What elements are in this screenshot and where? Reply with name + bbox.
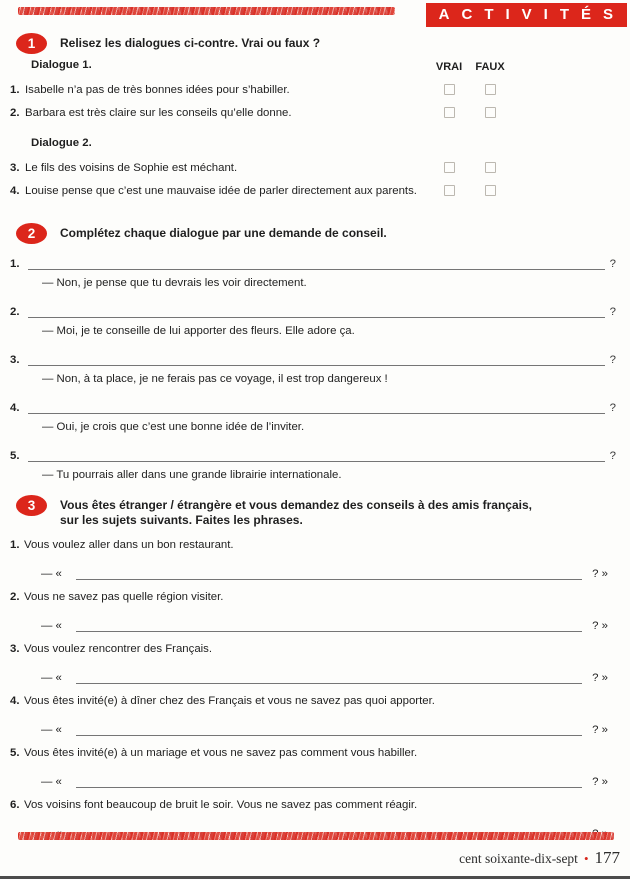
vrai-cell (430, 162, 468, 173)
exercise-2-header (16, 223, 616, 244)
dialogue-response: — Non, je pense que tu devrais les voir directement. (42, 277, 307, 289)
exercise-1-number-badge: 1 (16, 33, 47, 54)
exercise-2-number-badge: 2 (16, 223, 47, 244)
vrai-cell (430, 84, 468, 95)
answer-blank[interactable] (28, 448, 605, 462)
dash-open-quote: — « (41, 672, 62, 684)
dialogue-response: — Non, à ta place, je ne ferais pas ce voyage, il est trop dangereux ! (42, 373, 388, 385)
statement-text: Isabelle n’a pas de très bonnes idées pour s’habiller. (25, 83, 290, 96)
page-footer (459, 848, 620, 868)
question-close-quote: ? » (592, 568, 608, 580)
answer-blank[interactable] (76, 774, 582, 788)
statement-text: Louise pense que c’est une mauvaise idée de parler directement aux parents. (25, 184, 417, 197)
question-close-quote: ? » (592, 672, 608, 684)
vrai-checkbox[interactable] (444, 185, 455, 196)
statement-number: 2. (10, 106, 20, 119)
dialogue-blank-row (10, 302, 616, 318)
faux-cell (468, 185, 512, 196)
faux-cell (468, 162, 512, 173)
prompt-row (10, 695, 616, 710)
exercise-1-body (10, 61, 616, 198)
answer-blank[interactable] (28, 256, 605, 270)
item-number: 3. (10, 643, 20, 655)
dialogue-blank-row (10, 398, 616, 414)
item-number: 5. (10, 747, 20, 759)
faux-checkbox[interactable] (485, 107, 496, 118)
bottom-red-hatch-border (18, 832, 614, 840)
item-number: 1. (10, 539, 20, 551)
item-number: 4. (10, 402, 20, 414)
question-mark: ? (609, 450, 616, 462)
statement-number: 3. (10, 161, 20, 174)
column-header-vrai: VRAI (435, 61, 463, 73)
answer-blank[interactable] (76, 670, 582, 684)
exercise-3-number-badge: 3 (16, 495, 47, 516)
prompt-row (10, 539, 616, 554)
answer-blank[interactable] (28, 352, 605, 366)
exercise-2 (10, 223, 616, 484)
vrai-cell (430, 185, 468, 196)
question-close-quote: ? » (592, 620, 608, 632)
quoted-answer-row (41, 564, 608, 580)
prompt-row (10, 643, 616, 658)
statement-row (10, 82, 512, 97)
prompt-text: Vous voulez aller dans un bon restaurant. (24, 539, 234, 551)
top-red-hatch-border (18, 7, 395, 15)
answer-blank[interactable] (76, 566, 582, 580)
dash-open-quote: — « (41, 620, 62, 632)
item-number: 2. (10, 306, 20, 318)
statement-text: Barbara est très claire sur les conseils qu’elle donne. (25, 106, 292, 119)
question-close-quote: ? » (592, 776, 608, 788)
faux-cell (468, 107, 512, 118)
prompt-text: Vos voisins font beaucoup de bruit le soir. Vous ne savez pas comment réagir. (24, 799, 418, 811)
question-mark: ? (609, 258, 616, 270)
vrai-checkbox[interactable] (444, 107, 455, 118)
exercise-1-title: Relisez les dialogues ci-contre. Vrai ou faux ? (60, 36, 321, 50)
dash-open-quote: — « (41, 568, 62, 580)
item-number: 3. (10, 354, 20, 366)
prompt-text: Vous ne savez pas quelle région visiter. (24, 591, 224, 603)
statement-row (10, 183, 512, 198)
statement-number: 1. (10, 83, 20, 96)
exercise-3-title-line1: Vous êtes étranger / étrangère et vous demandez des conseils à des amis français, (60, 498, 532, 512)
column-header-faux: FAUX (475, 61, 505, 73)
quoted-answer-row (41, 720, 608, 736)
quoted-answer-row (41, 616, 608, 632)
item-number: 2. (10, 591, 20, 603)
answer-blank[interactable] (76, 618, 582, 632)
statement-number: 4. (10, 184, 20, 197)
vrai-checkbox[interactable] (444, 84, 455, 95)
vrai-cell (430, 107, 468, 118)
prompt-row (10, 591, 616, 606)
faux-cell (468, 84, 512, 95)
exercise-3-title-line2: sur les sujets suivants. Faites les phrases. (60, 513, 303, 527)
question-close-quote: ? » (592, 724, 608, 736)
prompt-row (10, 747, 616, 762)
answer-blank[interactable] (76, 722, 582, 736)
answer-blank[interactable] (28, 304, 605, 318)
dialogue-1-label: Dialogue 1. (31, 59, 92, 71)
statement-text: Le fils des voisins de Sophie est méchant. (25, 161, 238, 174)
dialogue-response: — Tu pourrais aller dans une grande librairie internationale. (42, 469, 342, 481)
dialogue-2-label: Dialogue 2. (31, 137, 92, 149)
prompt-row (10, 799, 616, 814)
prompt-text: Vous êtes invité(e) à dîner chez des Français et vous ne savez pas quoi apporter. (24, 695, 435, 707)
page-number: 177 (594, 848, 620, 867)
statement-row (10, 160, 512, 175)
dialogue-response: — Oui, je crois que c’est une bonne idée de l’inviter. (42, 421, 305, 433)
page-number-words: cent soixante-dix-sept (459, 851, 578, 866)
statement-row (10, 105, 512, 120)
activities-banner: ACTIVITÉS (426, 3, 627, 27)
dialogue-response: — Moi, je te conseille de lui apporter des fleurs. Elle adore ça. (42, 325, 355, 337)
prompt-text: Vous voulez rencontrer des Français. (24, 643, 213, 655)
dash-open-quote: — « (41, 776, 62, 788)
answer-blank[interactable] (28, 400, 605, 414)
item-number: 4. (10, 695, 20, 707)
red-bullet-icon: • (583, 851, 589, 866)
question-mark: ? (609, 354, 616, 366)
item-number: 5. (10, 450, 20, 462)
dialogue-blank-row (10, 446, 616, 462)
quoted-answer-row (41, 772, 608, 788)
quoted-answer-row (41, 668, 608, 684)
faux-checkbox[interactable] (485, 84, 496, 95)
item-number: 6. (10, 799, 20, 811)
dash-open-quote: — « (41, 724, 62, 736)
exercise-3-header (16, 495, 616, 528)
exercise-3 (10, 495, 616, 840)
question-mark: ? (609, 402, 616, 414)
faux-checkbox[interactable] (485, 162, 496, 173)
item-number: 1. (10, 258, 20, 270)
exercise-2-title: Complétez chaque dialogue par une demande de conseil. (60, 226, 387, 240)
dialogue-blank-row (10, 254, 616, 270)
prompt-text: Vous êtes invité(e) à un mariage et vous ne savez pas comment vous habiller. (24, 747, 418, 759)
faux-checkbox[interactable] (485, 185, 496, 196)
exercise-1-header (16, 33, 616, 54)
exercise-1 (10, 33, 616, 198)
exercise-3-title (60, 495, 532, 528)
question-mark: ? (609, 306, 616, 318)
vrai-checkbox[interactable] (444, 162, 455, 173)
dialogue-blank-row (10, 350, 616, 366)
